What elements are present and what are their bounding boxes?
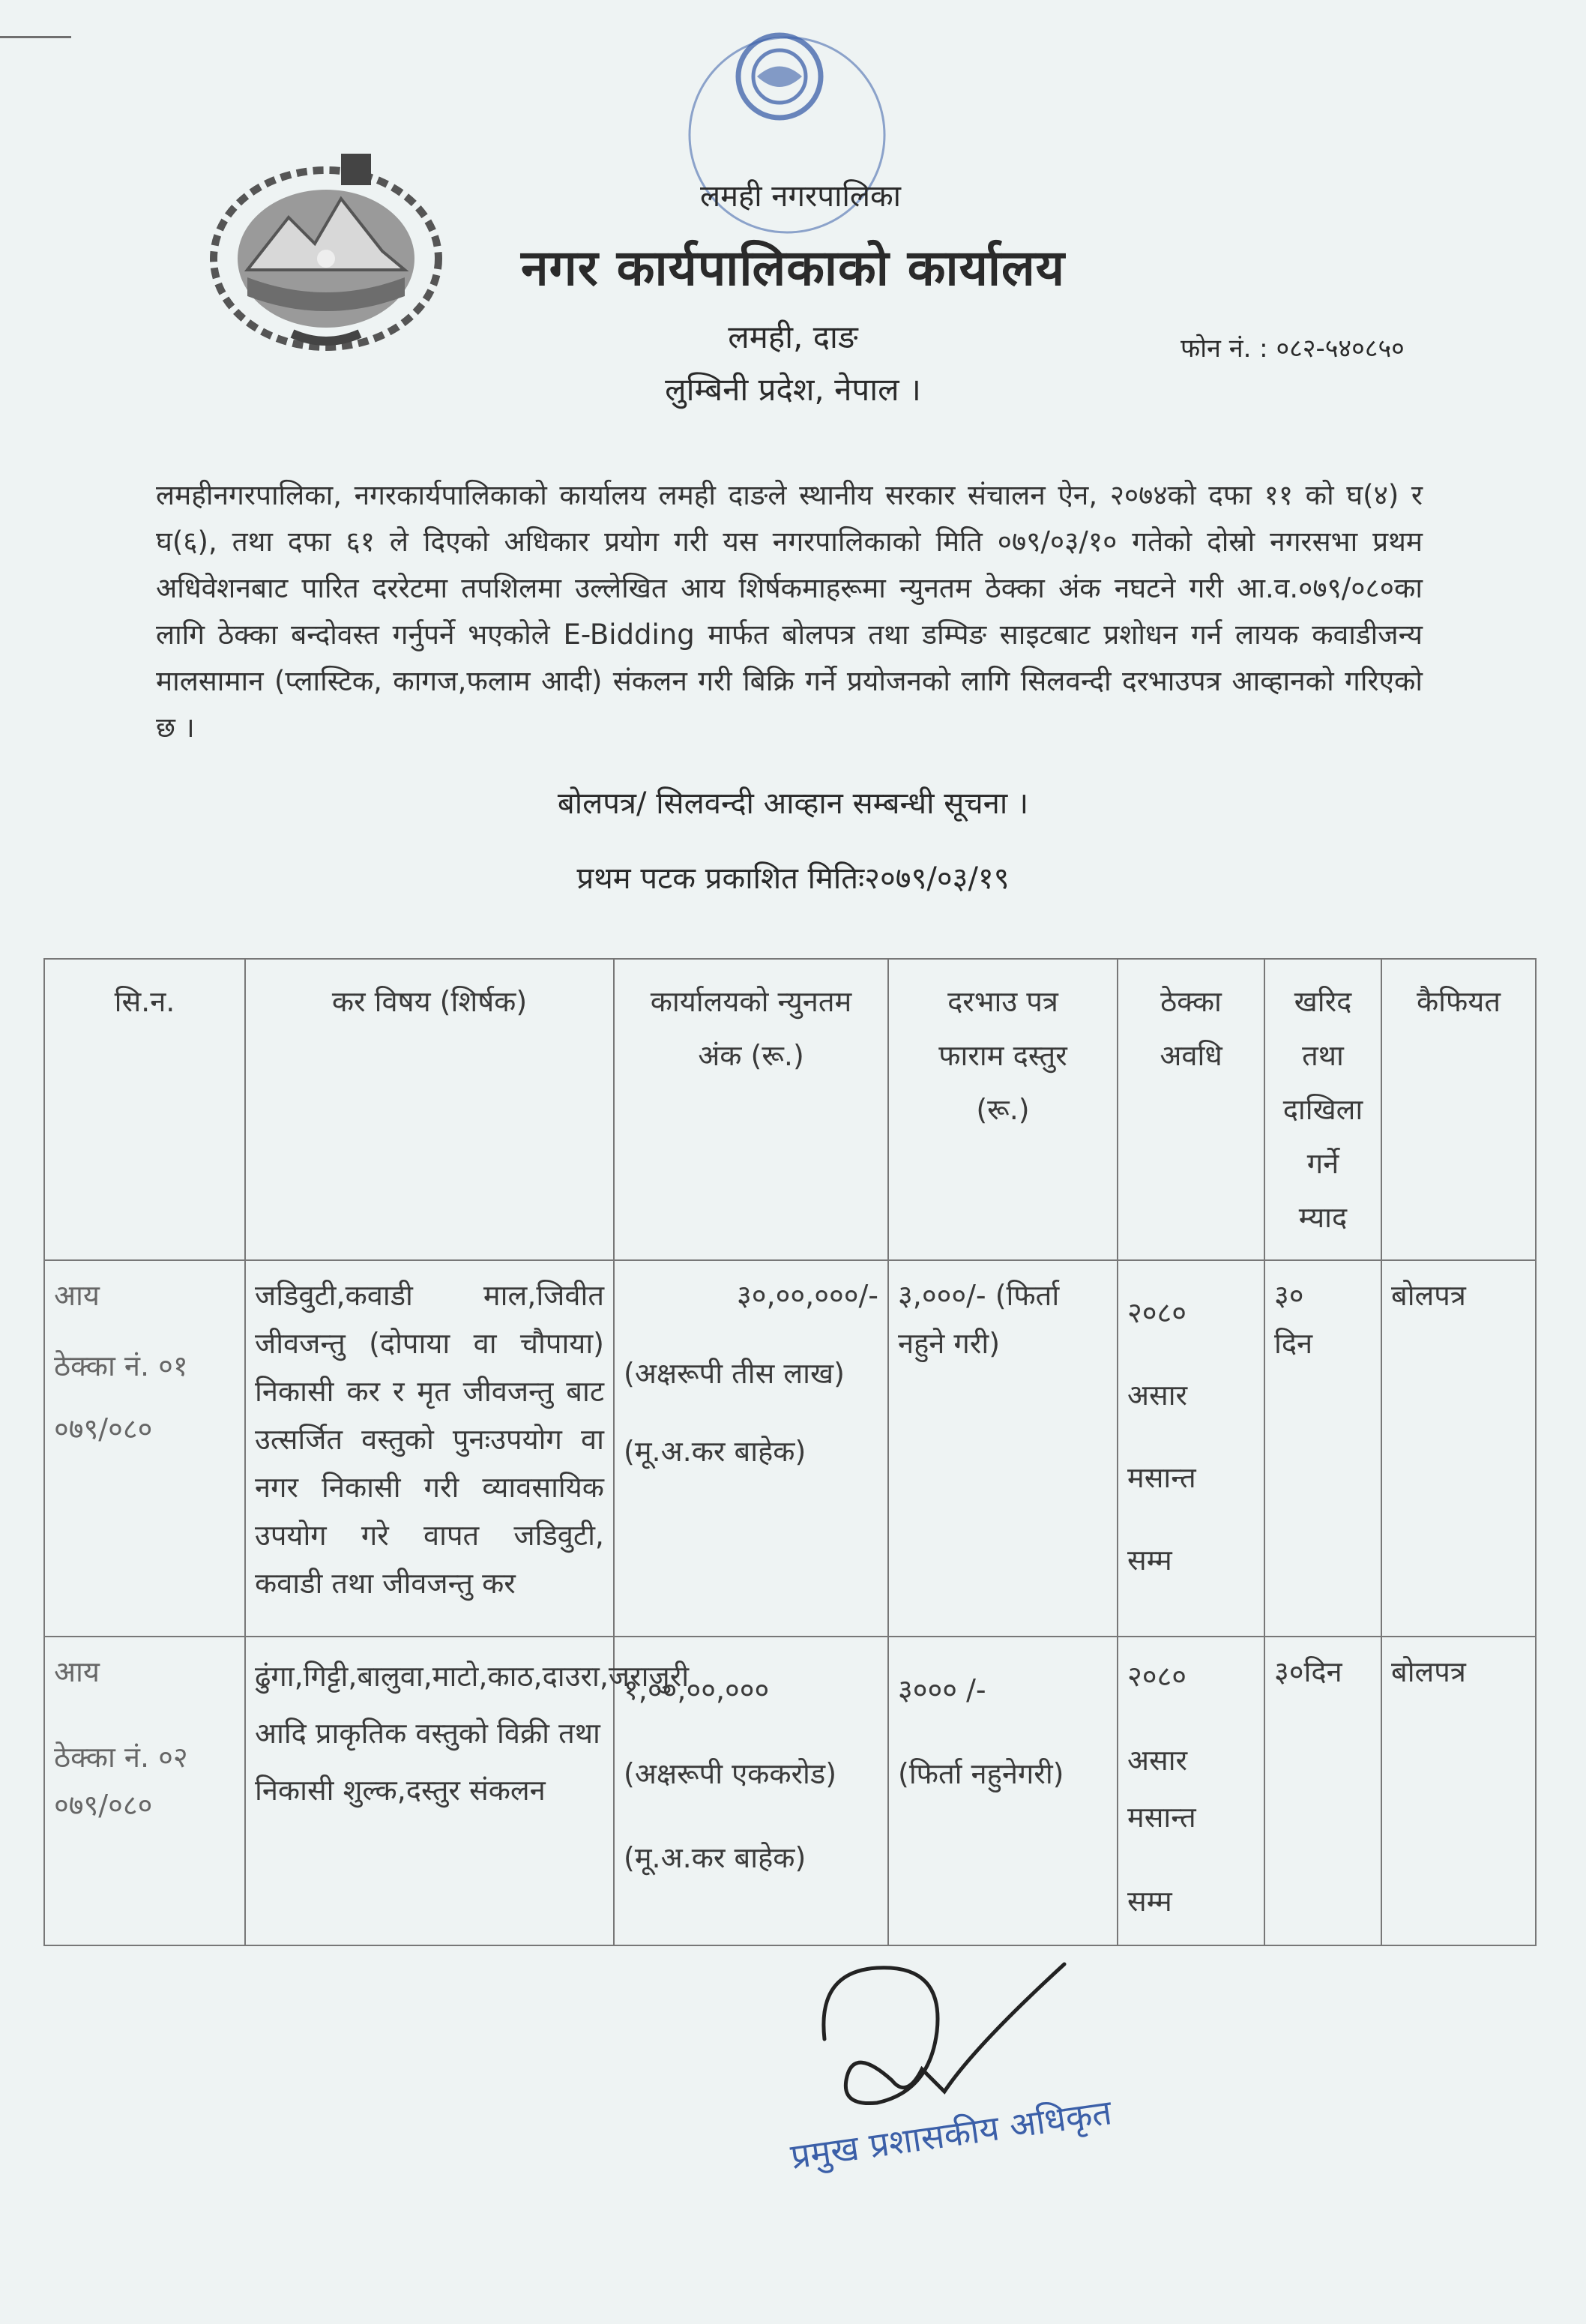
municipality-name: लमही नगरपालिका — [699, 179, 902, 214]
signatory-title: प्रमुख प्रशासकीय अधिकृत — [788, 2092, 1115, 2177]
cell-form-fee: ३,०००/- (फिर्ता नहुने गरी) — [888, 1260, 1118, 1637]
cell-deadline: ३०दिन — [1264, 1637, 1381, 1945]
cell-sn: आय ठेक्का नं. ०१ ०७९/०८० — [44, 1260, 245, 1637]
phone-number: फोन नं. : ०८२-५४०८५० — [1181, 334, 1405, 364]
cell-min-amount: ३०,००,०००/- (अक्षरूपी तीस लाख) (मू.अ.कर बाहेक) — [614, 1260, 888, 1637]
tender-table — [43, 958, 1537, 1946]
table-row — [44, 1637, 1536, 1945]
header-form-fee: दरभाउ पत्र फाराम दस्तुर (रू.) — [888, 959, 1118, 1260]
cell-deadline: ३० दिन — [1264, 1260, 1381, 1637]
office-title: नगर कार्यपालिकाको कार्यालय — [521, 239, 1065, 297]
office-address: लमही, दाङ — [728, 319, 858, 355]
cell-period: २०८० असार मसान्त सम्म — [1118, 1637, 1264, 1945]
table-row — [44, 1260, 1536, 1637]
cell-form-fee: ३००० /- (फिर्ता नहुनेगरी) — [888, 1637, 1118, 1945]
header-min-amount: कार्यालयको न्युनतम अंक (रू.) — [614, 959, 888, 1260]
header-subject: कर विषय (शिर्षक) — [245, 959, 614, 1260]
notice-title: बोलपत्र/ सिलवन्दी आव्हान सम्बन्धी सूचना । — [557, 786, 1029, 821]
office-province: लुम्बिनी प्रदेश, नेपाल । — [665, 371, 921, 408]
cell-min-amount: १,००,००,००० (अक्षरूपी एककरोड) (मू.अ.कर बाहेक) — [614, 1637, 888, 1945]
header-sn: सि.न. — [44, 959, 245, 1260]
header-period: ठेक्का अवधि — [1118, 959, 1264, 1260]
header-remarks: कैफियत — [1381, 959, 1536, 1260]
cell-sn: आय ठेक्का नं. ०२ ०७९/०८० — [44, 1637, 245, 1945]
cell-period: २०८० असार मसान्त सम्म — [1118, 1260, 1264, 1637]
table-header-row — [44, 959, 1536, 1260]
publication-date: प्रथम पटक प्रकाशित मितिः२०७९/०३/१९ — [576, 861, 1010, 896]
edge-mark — [0, 36, 71, 38]
cell-subject: ढुंगा,गिट्टी,बालुवा,माटो,काठ,दाउरा,जराजुरी आदि प्राकृतिक वस्तुको विक्री तथा निकासी शुल्क,दस्तुर संकलन — [245, 1637, 614, 1945]
header-deadline: खरिद तथा दाखिला गर्ने म्याद — [1264, 959, 1381, 1260]
cell-remarks: बोलपत्र — [1381, 1637, 1536, 1945]
cell-subject: जडिवुटी,कवाडी माल,जिवीत जीवजन्तु (दोपाया वा चौपाया) निकासी कर र मृत जीवजन्तु बाट उत्सर्जित वस्तुको पुनःउपयोग वा नगर निकासी गरी व्यावसायिक उपयोग गरे वापत जडिवुटी, कवाडी तथा जीवजन्तु कर — [245, 1260, 614, 1637]
intro-paragraph: लमहीनगरपालिका, नगरकार्यपालिकाको कार्यालय लमही दाङले स्थानीय सरकार संचालन ऐन, २०७४को दफा ११ को घ(४) र घ(६), तथा दफा ६१ ले दिएको अधिकार प्रयोग गरी यस नगरपालिकाको मिति ०७९/०३/१० गतेको दोस्रो नगरसभा प्रथम अधिवेशनबाट पारित दररेटमा तपशिलमा उल्लेखित आय शिर्षकमाहरूमा न्युनतम ठेक्का अंक नघटने गरी आ.व.०७९/०८०का लागि ठेक्का बन्दोवस्त गर्नुपर्ने भएकोले E-Bidding मार्फत बोलपत्र तथा डम्पिङ साइटबाट प्रशोधन गर्न लायक कवाडीजन्य मालसामान (प्लास्टिक, कागज,फलाम आदी) संकलन गरी बिक्रि गर्ने प्रयोजनको लागि सिलवन्दी दरभाउपत्र आव्हानको गरिएको छ । — [156, 479, 1423, 744]
cell-remarks: बोलपत्र — [1381, 1260, 1536, 1637]
